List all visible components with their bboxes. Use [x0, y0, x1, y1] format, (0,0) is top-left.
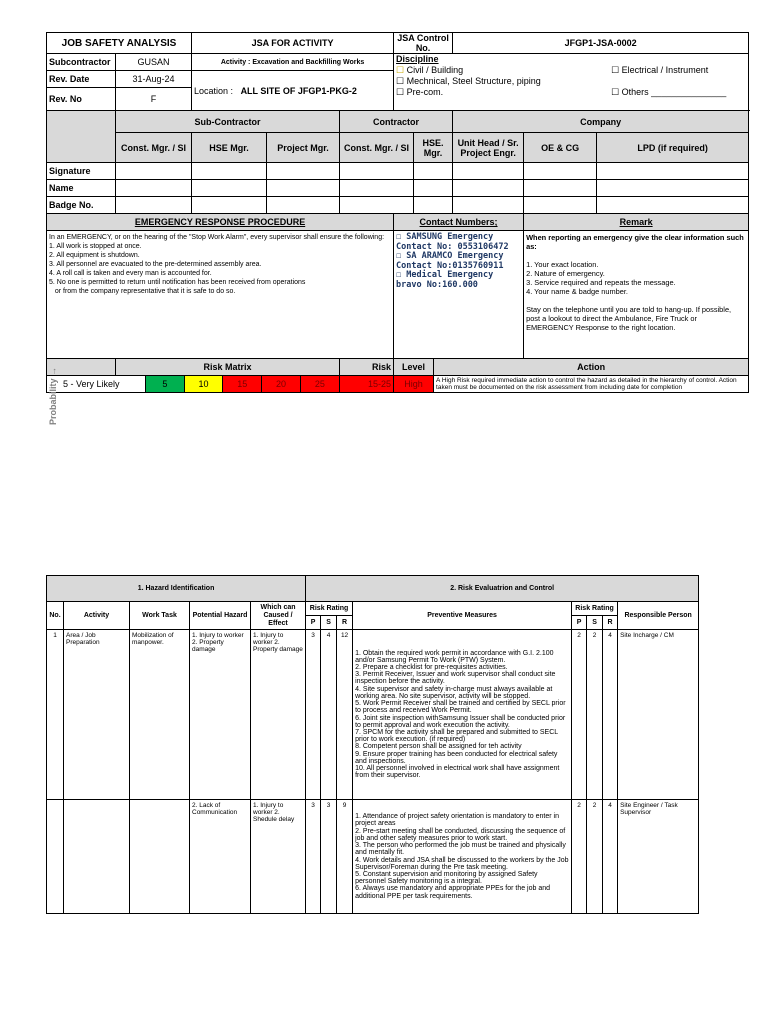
sign-cell[interactable] — [524, 163, 597, 180]
row-activity: Area / Job Preparation — [64, 630, 130, 800]
contact-aramco: ☐ SA ARAMCO Emergency Contact No:0135760911 — [396, 251, 504, 271]
approvals-corner — [47, 111, 116, 163]
col-hse-mgr-contractor: HSE. Mgr. — [414, 133, 453, 163]
rev-no-label: Rev. No — [47, 88, 116, 111]
section-hazard-identification: 1. Hazard Identification — [47, 576, 306, 602]
row-s: 4 — [321, 630, 337, 800]
row-p: 3 — [306, 800, 321, 914]
subcontractor-label: Subcontractor — [47, 54, 116, 71]
row-p-residual: 2 — [572, 630, 587, 800]
row-r: 9 — [337, 800, 353, 914]
remark-item: 4. Your name & badge number. — [526, 287, 628, 296]
emergency-title: EMERGENCY RESPONSE PROCEDURE — [47, 214, 394, 231]
risk-range: 15-25 — [340, 376, 394, 393]
risk-title: Risk — [340, 359, 394, 376]
remark-item: 2. Nature of emergency. — [526, 269, 605, 278]
measure-item: 10. All personnel involved in electrical work shall have assignment from their supervisor. — [355, 764, 560, 780]
name-cell[interactable] — [597, 180, 749, 197]
name-cell[interactable] — [524, 180, 597, 197]
rev-date-label: Rev. Date — [47, 71, 116, 88]
row-no — [47, 800, 64, 914]
table-row — [47, 800, 699, 914]
col-effect: Which can Caused / Effect — [251, 602, 306, 630]
row-person: Site Incharge / CM — [618, 630, 699, 800]
row-measures — [353, 630, 572, 800]
emergency-step: 1. All work is stopped at once. — [49, 243, 142, 250]
name-cell[interactable] — [340, 180, 414, 197]
discipline-box — [394, 54, 749, 111]
name-cell[interactable] — [116, 180, 192, 197]
row-r-residual: 4 — [603, 800, 618, 914]
col-oe-cg: OE & CG — [524, 133, 597, 163]
row-p: 3 — [306, 630, 321, 800]
subcontractor-value: GUSAN — [116, 54, 192, 71]
badge-cell[interactable] — [597, 197, 749, 214]
discipline-option[interactable]: ☐ Others _______________ — [611, 87, 727, 97]
col-responsible-person: Responsible Person — [618, 602, 699, 630]
measure-item: 2. Prepare a checklist for pre-requisites activities. — [355, 664, 508, 672]
badge-cell[interactable] — [524, 197, 597, 214]
row-task: Mobilization of manpower. — [130, 630, 190, 800]
remark-item: 1. Your exact location. — [526, 260, 599, 269]
checkbox-icon: ☐ — [396, 87, 405, 97]
row-no: 1 — [47, 630, 64, 800]
discipline-label: Discipline — [396, 54, 439, 64]
risk-level: High — [394, 376, 434, 393]
measure-item: 6. Joint site inspection withSamsung Issuer shall be conducted prior to permit approval and work execution the activity. — [355, 714, 566, 729]
row-p-residual: 2 — [572, 800, 587, 914]
remark-item: 3. Service required and repeats the message. — [526, 278, 676, 287]
row-hazard: 1. Injury to worker 2. Property damage — [190, 630, 251, 800]
col-lpd: LPD (if required) — [597, 133, 749, 163]
emergency-step: 5. No one is permitted to return until notification has been received from operations — [49, 279, 306, 286]
measure-item: 8. Competent person shall be assigned for teh activity — [355, 743, 522, 751]
row-r-residual: 4 — [603, 630, 618, 800]
row-name: Name — [47, 180, 116, 197]
col-p-residual: P — [572, 616, 587, 630]
control-value: JFGP1-JSA-0002 — [453, 33, 749, 54]
name-cell[interactable] — [414, 180, 453, 197]
measure-item: 6. Always use mandatory and appropriate PPEs for the job and additional PPE per task requirements. — [355, 885, 551, 900]
col-r: R — [337, 616, 353, 630]
level-title: Level — [394, 359, 434, 376]
control-label: JSA Control No. — [394, 33, 453, 54]
contacts-title: Contact Numbers; — [394, 214, 524, 231]
measure-item: 2. Pre-start meeting shall be conducted, discussing the sequence of job and other safety measures prior to work start. — [355, 827, 566, 842]
row-activity — [64, 800, 130, 914]
row-hazard: 2. Lack of Communication — [190, 800, 251, 914]
row-r: 12 — [337, 630, 353, 800]
col-project-mgr: Project Mgr. — [267, 133, 340, 163]
risk-matrix-cells — [47, 376, 339, 392]
measure-item: 1. Attendance of project safety orientation is mandatory to enter in project areas — [355, 813, 559, 828]
form-title: JOB SAFETY ANALYSIS — [47, 33, 192, 54]
measure-item: 9. Ensure proper training has been conducted for electrical safety and inspections. — [355, 750, 558, 765]
badge-cell[interactable] — [453, 197, 524, 214]
jsa-header-form — [46, 32, 749, 393]
rev-no-value: F — [116, 88, 192, 111]
col-risk-rating-residual: Risk Rating — [572, 602, 618, 616]
location-value: ALL SITE OF JFGP1-PKG-2 — [240, 85, 357, 96]
measure-item: 5. Work Permit Receiver shall be trained and certified by SECL prior to process and received Work Permit. — [355, 700, 566, 715]
name-cell[interactable] — [192, 180, 267, 197]
row-s-residual: 2 — [587, 630, 603, 800]
name-cell[interactable] — [453, 180, 524, 197]
measure-item: 7. SPCM for the activity shall be prepared and submitted to SECL prior to work execution. (if required) — [355, 728, 558, 744]
col-const-mgr-contractor: Const. Mgr. / SI — [340, 133, 414, 163]
name-cell[interactable] — [267, 180, 340, 197]
measure-item: 3. Permit Receiver, Issuer and work supervisor shall conduct site inspection before the activity. — [355, 671, 556, 686]
remark-box — [524, 231, 749, 359]
col-hse-mgr: HSE Mgr. — [192, 133, 267, 163]
sign-cell[interactable] — [116, 163, 192, 180]
col-no: No. — [47, 602, 64, 630]
discipline-option[interactable]: ☐ Pre-com. — [396, 87, 444, 97]
remark-title: Remark — [524, 214, 749, 231]
emergency-procedure — [47, 231, 394, 359]
col-preventive-measures: Preventive Measures — [353, 602, 572, 630]
matrix-cell: 20 — [262, 376, 301, 392]
contact-samsung: ☐ SAMSUNG Emergency Contact No: 0553106472 — [396, 232, 509, 252]
col-activity: Activity — [64, 602, 130, 630]
emergency-step: 4. A roll call is taken and every man is accounted for. — [49, 270, 212, 277]
checkbox-icon: ☐ — [611, 87, 620, 97]
badge-cell[interactable] — [116, 197, 192, 214]
checkbox-icon: ☐ — [611, 65, 620, 75]
checkbox-icon: ☐ — [396, 76, 405, 86]
likelihood-label: 5 - Very Likely — [47, 376, 146, 392]
checkbox-icon: ☐ — [396, 65, 405, 75]
col-r-residual: R — [603, 616, 618, 630]
hazard-analysis-table — [46, 575, 699, 914]
matrix-cell: 5 — [146, 376, 185, 392]
sign-cell[interactable] — [597, 163, 749, 180]
sign-cell[interactable] — [340, 163, 414, 180]
col-work-task: Work Task — [130, 602, 190, 630]
section-risk-evaluation: 2. Risk Evaluatrion and Control — [306, 576, 699, 602]
discipline-option[interactable]: ☐ Civil / Building — [396, 65, 464, 75]
rev-date-value: 31-Aug-24 — [116, 71, 192, 88]
row-task — [130, 800, 190, 914]
badge-cell[interactable] — [192, 197, 267, 214]
sign-cell[interactable] — [267, 163, 340, 180]
row-measures — [353, 800, 572, 914]
sign-cell[interactable] — [453, 163, 524, 180]
sign-cell[interactable] — [192, 163, 267, 180]
risk-matrix-row — [47, 376, 340, 393]
measure-item: 5. Constant supervision and monitoring by assigned Safety personnel Safety monitoring is a integral. — [355, 870, 538, 886]
col-unit-head: Unit Head / Sr. Project Engr. — [453, 133, 524, 163]
action-title: Action — [434, 359, 749, 376]
col-p: P — [306, 616, 321, 630]
group-company: Company — [453, 111, 749, 133]
measure-item: 3. The person who performed the job must be trained and physically and mentally fit. — [355, 842, 566, 857]
contact-numbers — [394, 231, 524, 359]
badge-cell[interactable] — [340, 197, 414, 214]
row-effect: 1. Injury to worker 2. Shedule delay — [251, 800, 306, 914]
matrix-cell: 15 — [223, 376, 262, 392]
badge-cell[interactable] — [267, 197, 340, 214]
measure-item: 4. Work details and JSA shall be discussed to the workers by the Job Supervisor/Foreman during the Pre task meeting. — [355, 856, 569, 871]
probability-axis-label: Probability → — [48, 366, 58, 425]
remark-intro: When reporting an emergency give the clear information such as: — [526, 233, 744, 251]
table-row — [47, 630, 699, 800]
matrix-cell: 25 — [300, 376, 339, 392]
col-s: S — [321, 616, 337, 630]
badge-cell[interactable] — [414, 197, 453, 214]
emergency-intro: In an EMERGENCY, or on the hearing of the "Stop Work Alarm", every supervisor shall ensure the following: — [49, 234, 385, 241]
row-s: 3 — [321, 800, 337, 914]
discipline-option[interactable]: ☐ Mechnical, Steel Structure, piping — [396, 76, 541, 86]
discipline-option[interactable]: ☐ Electrical / Instrument — [611, 65, 709, 75]
row-person: Site Engineer / Task Supervisor — [618, 800, 699, 914]
col-risk-rating: Risk Rating — [306, 602, 353, 616]
row-badge: Badge No. — [47, 197, 116, 214]
jsa-for-activity-label: JSA FOR ACTIVITY — [192, 33, 394, 54]
emergency-step: or from the company representative that it is safe to do so. — [49, 288, 236, 295]
emergency-step: 2. All equipment is shutdown. — [49, 252, 140, 259]
row-s-residual: 2 — [587, 800, 603, 914]
row-effect: 1. Injury to worker 2. Property damage — [251, 630, 306, 800]
col-potential-hazard: Potential Hazard — [190, 602, 251, 630]
risk-action-text: A High Risk required immediate action to control the hazard as detailed in the hierarchy of control. Action taken must be documented on the risk assessment from including date for completion — [434, 376, 749, 393]
emergency-step: 3. All personnel are evacuated to the pre-determined assembly area. — [49, 261, 262, 268]
remark-footer: Stay on the telephone until you are told to hang-up. If possible, post a lookout to direct the Ambulance, Fire Truck or EMERGENCY Response to the right location. — [526, 305, 732, 332]
risk-matrix-title: Risk Matrix — [116, 359, 340, 376]
col-s-residual: S — [587, 616, 603, 630]
matrix-cell: 10 — [184, 376, 223, 392]
contact-medical: ☐ Medical Emergency bravo No:160.000 — [396, 270, 494, 290]
location-label: Location : — [194, 85, 234, 96]
measure-item: 4. Site supervisor and safety in-charge must always available at working area. No site supervisor, activity will be stopped. — [355, 685, 553, 700]
row-signature: Signature — [47, 163, 116, 180]
sign-cell[interactable] — [414, 163, 453, 180]
group-subcontractor: Sub-Contractor — [116, 111, 340, 133]
location-cell — [192, 71, 394, 111]
measure-item: 1. Obtain the required work permit in accordance with G.I. 2.100 and/or Samsung Permit To Work (PTW) System. — [355, 649, 554, 664]
col-const-mgr: Const. Mgr. / SI — [116, 133, 192, 163]
activity-text: Activity : Excavation and Backfilling Works — [192, 54, 394, 71]
group-contractor: Contractor — [340, 111, 453, 133]
